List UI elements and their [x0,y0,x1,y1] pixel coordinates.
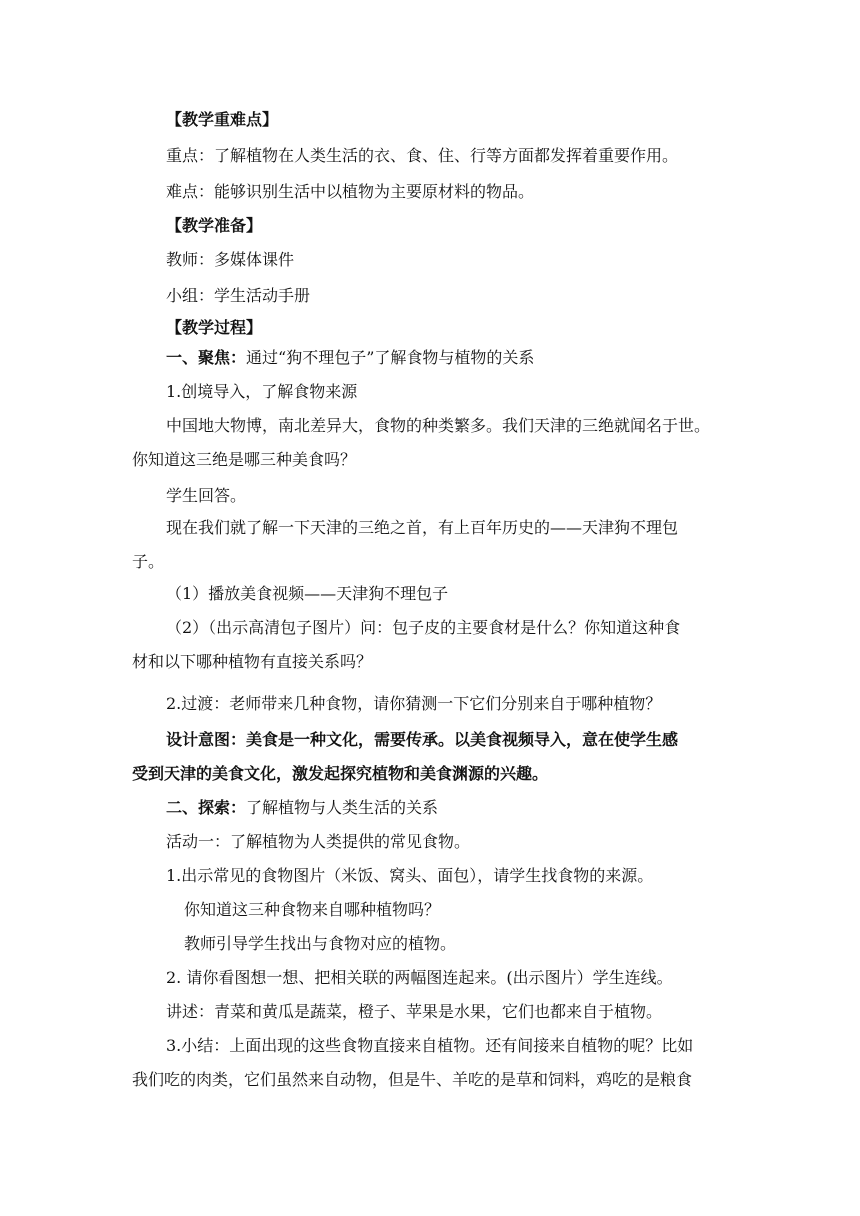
activity1: 活动一：了解植物为人类提供的常见食物。 [166,832,471,851]
part2-summary-line2: 我们吃的肉类，它们虽然来自动物，但是牛、羊吃的是草和饲料，鸡吃的是粮食 [132,1070,693,1089]
part1-step1: 1.创境导入，了解食物来源 [166,382,358,401]
design-intent-line2: 受到天津的美食文化，激发起探究植物和美食渊源的兴趣。 [132,764,549,783]
part1-label: 一、聚焦： [166,348,247,367]
part2-label: 二、探索： [166,798,247,817]
part1-sub1: （1）播放美食视频——天津狗不理包子 [166,584,449,603]
part2-item1: 1.出示常见的食物图片（米饭、窝头、面包），请学生找食物的来源。 [166,866,654,885]
part1-now-line1: 现在我们就了解一下天津的三绝之首，有上百年历史的——天津狗不理包 [166,518,679,537]
part1-title: 通过“狗不理包子”了解食物与植物的关系 [246,348,535,367]
part1-step2: 2.过渡：老师带来几种食物，请你猜测一下它们分别来自于哪种植物？ [166,694,662,713]
part1-now-line2: 子。 [132,552,165,571]
teacher-prep: 教师：多媒体课件 [166,250,295,269]
part1-intro-line2: 你知道这三绝是哪三种美食吗？ [132,450,357,469]
difficulty-text: 难点：能够识别生活中以植物为主要原材料的物品。 [166,182,535,201]
part2-title: 了解植物与人类生活的关系 [246,798,439,817]
key-points-heading: 【教学重难点】 [166,110,279,129]
focus-text: 重点：了解植物在人类生活的衣、食、住、行等方面都发挥着重要作用。 [166,146,679,165]
part1-intro-line1: 中国地大物博，南北差异大，食物的种类繁多。我们天津的三绝就闻名于世。 [166,416,711,435]
part2-heading [166,798,766,818]
student-answer: 学生回答。 [166,486,247,505]
part2-item1-question: 你知道这三种食物来自哪种植物吗？ [184,900,441,919]
preparation-heading: 【教学准备】 [166,216,263,235]
group-prep: 小组：学生活动手册 [166,286,311,305]
part1-heading [166,348,766,368]
process-heading: 【教学过程】 [166,318,263,337]
part2-summary-line1: 3.小结：上面出现的这些食物直接来自植物。还有间接来自植物的呢？比如 [166,1036,694,1055]
part1-sub2-line2: 材和以下哪种植物有直接关系吗？ [132,652,373,671]
part2-item2: 2. 请你看图想一想、把相关联的两幅图连起来。(出示图片）学生连线。 [166,968,673,987]
part2-item1-guide: 教师引导学生找出与食物对应的植物。 [184,934,457,953]
design-intent-line1: 设计意图：美食是一种文化，需要传承。以美食视频导入，意在使学生感 [166,730,679,749]
part2-explain: 讲述：青菜和黄瓜是蔬菜，橙子、苹果是水果，它们也都来自于植物。 [166,1002,663,1021]
part1-sub2-line1: （2）（出示高清包子图片）问：包子皮的主要食材是什么？你知道这种食 [166,618,681,637]
